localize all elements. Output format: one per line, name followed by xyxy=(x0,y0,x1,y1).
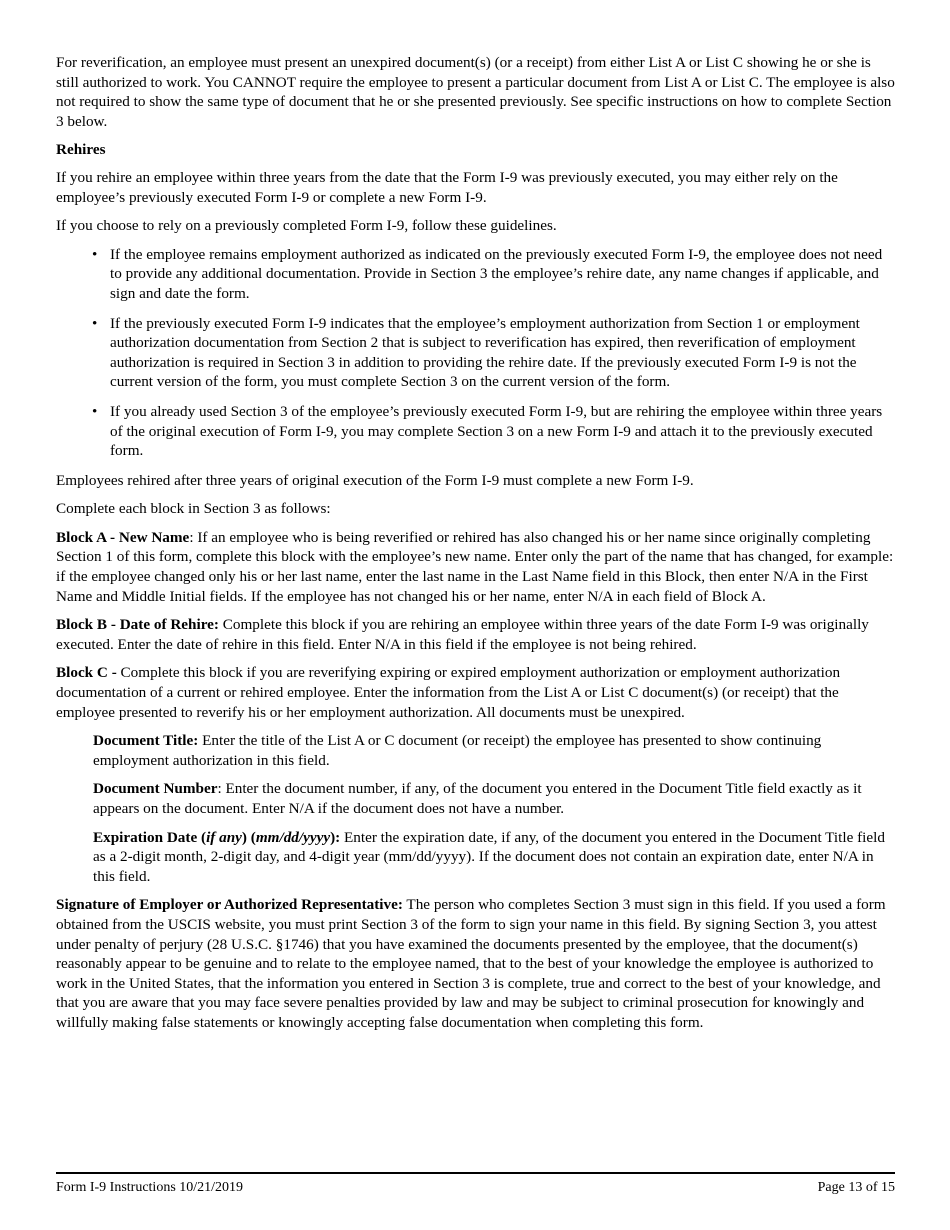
block-b-label: Block B - Date of Rehire: xyxy=(56,616,219,634)
block-a-label: Block A - New Name xyxy=(56,528,190,546)
document-number-label: Document Number xyxy=(93,780,218,798)
block-a-paragraph: Block A - New Name: If an employee who is being reverified or rehired has also changed his or her name since originally completing Section 1 of this form, complete this block with the employee’s new name. Enter only the part of the name that has changed, for example: if the employee changed only his or her last name, enter the last name in the Last Name field in this Block, then enter N/A in the First Name and Middle Initial fields. If the employee has not changed his or her name, enter N/A in each field of Block A. xyxy=(56,528,894,605)
intro-paragraph: For reverification, an employee must present an unexpired document(s) (or a receipt) from either List A or List C showing he or she is still authorized to work. You CANNOT require the employee to present a particular document from List A or List C. The employee is also not required to show the same type of document that he or she presented previously. See specific instructions on how to complete Section 3 below. xyxy=(56,54,895,130)
page-number: Page 13 of 15 xyxy=(817,1180,895,1195)
list-item: • If the previously executed Form I-9 indicates that the employee’s employment authorization from Section 1 or employment authorization documentation from Section 2 that is subject to reverification has expired, then reverification of employment authorization is required in Section 3 in addition to providing the rehire date. If the previously executed Form I-9 is not the current version of the form, you must complete Section 3 on the current version of the form. xyxy=(92,314,860,391)
rehire-guidelines-list xyxy=(56,245,896,461)
bullet-icon: • xyxy=(92,245,98,263)
form-edition-label: Form I-9 Instructions 10/21/2019 xyxy=(56,1180,244,1195)
list-item: • If the employee remains employment authorized as indicated on the previously executed Form I-9, the employee does not need to provide any additional documentation. Provide in Section 3 the employee’s rehire date, any name changes if applicable, and sign and date the form. xyxy=(92,245,883,302)
footer-divider xyxy=(56,1172,895,1174)
rehires-paragraph-3: Employees rehired after three years of original execution of the Form I-9 must complete a new Form I-9. xyxy=(56,471,694,489)
document-body xyxy=(56,53,896,1042)
block-b-paragraph: Block B - Date of Rehire: Complete this block if you are rehiring an employee within three years of the date Form I-9 was originally executed. Enter the date of rehire in this field. Enter N/A in this field if the employee is not being rehired. xyxy=(56,616,869,653)
signature-paragraph: Signature of Employer or Authorized Representative: The person who completes Section 3 must sign in this field. If you used a form obtained from the USCIS website, you must print Section 3 of the form to sign your name in this field. By signing Section 3, you attest under penalty of perjury (28 U.S.C. §1746) that you have examined the documents presented by the employee, that the document(s) reasonably appear to be genuine and to relate to the employee named, that to the best of your knowledge the employee is authorized to work in the United States, that the information you entered in Section 3 is complete, true and correct to the best of your knowledge, and that you are aware that you may face severe penalties provided by law and may be subject to criminal prosecution for knowingly and willfully making false statements or knowingly accepting false documentation when completing this form. xyxy=(56,896,886,1031)
block-c-label: Block C - xyxy=(56,664,117,682)
rehires-paragraph-1: If you rehire an employee within three years from the date that the Form I-9 was previously executed, you may either rely on the employee’s previously executed Form I-9 or complete a new Form I-9. xyxy=(56,168,838,206)
document-title-paragraph: Document Title: Enter the title of the List A or C document (or receipt) the employee has presented to show continuing employment authorization in this field. xyxy=(93,732,822,769)
rehires-paragraph-4: Complete each block in Section 3 as follows: xyxy=(56,500,331,518)
expiration-date-paragraph: Expiration Date (if any) (mm/dd/yyyy): Enter the expiration date, if any, of the document you entered in the Document Title field as a 2-digit month, 2-digit day, and 4-digit year (mm/dd/yyyy). If the document does not contain an expiration date, enter N/A in this field. xyxy=(93,828,885,885)
document-number-paragraph: Document Number: Enter the document number, if any, of the document you entered in the Document Title field exactly as it appears on the document. Enter N/A if the document does not have a number. xyxy=(93,780,862,817)
signature-label: Signature of Employer or Authorized Representative: xyxy=(56,896,403,914)
document-title-label: Document Title: xyxy=(93,732,199,750)
bullet-icon: • xyxy=(92,314,98,332)
rehires-paragraph-2: If you choose to rely on a previously completed Form I-9, follow these guidelines. xyxy=(56,217,557,235)
bullet-icon: • xyxy=(92,402,98,420)
expiration-date-label: Expiration Date (if any) (mm/dd/yyyy): xyxy=(93,828,341,846)
block-c-paragraph: Block C - Complete this block if you are reverifying expiring or expired employment authorization or employment authorization documentation of a current or rehired employee. Enter the information from the List A or List C document(s) (or receipt) that the employee presented to reverify his or her employment authorization. All documents must be unexpired. xyxy=(56,664,841,721)
rehires-heading: Rehires xyxy=(56,141,106,159)
list-item: • If you already used Section 3 of the employee’s previously executed Form I-9, but are rehiring the employee within three years of the original execution of Form I-9, you may complete Section 3 on a new Form I-9 and attach it to the previously executed form. xyxy=(92,402,883,460)
page-footer xyxy=(56,1180,895,1196)
